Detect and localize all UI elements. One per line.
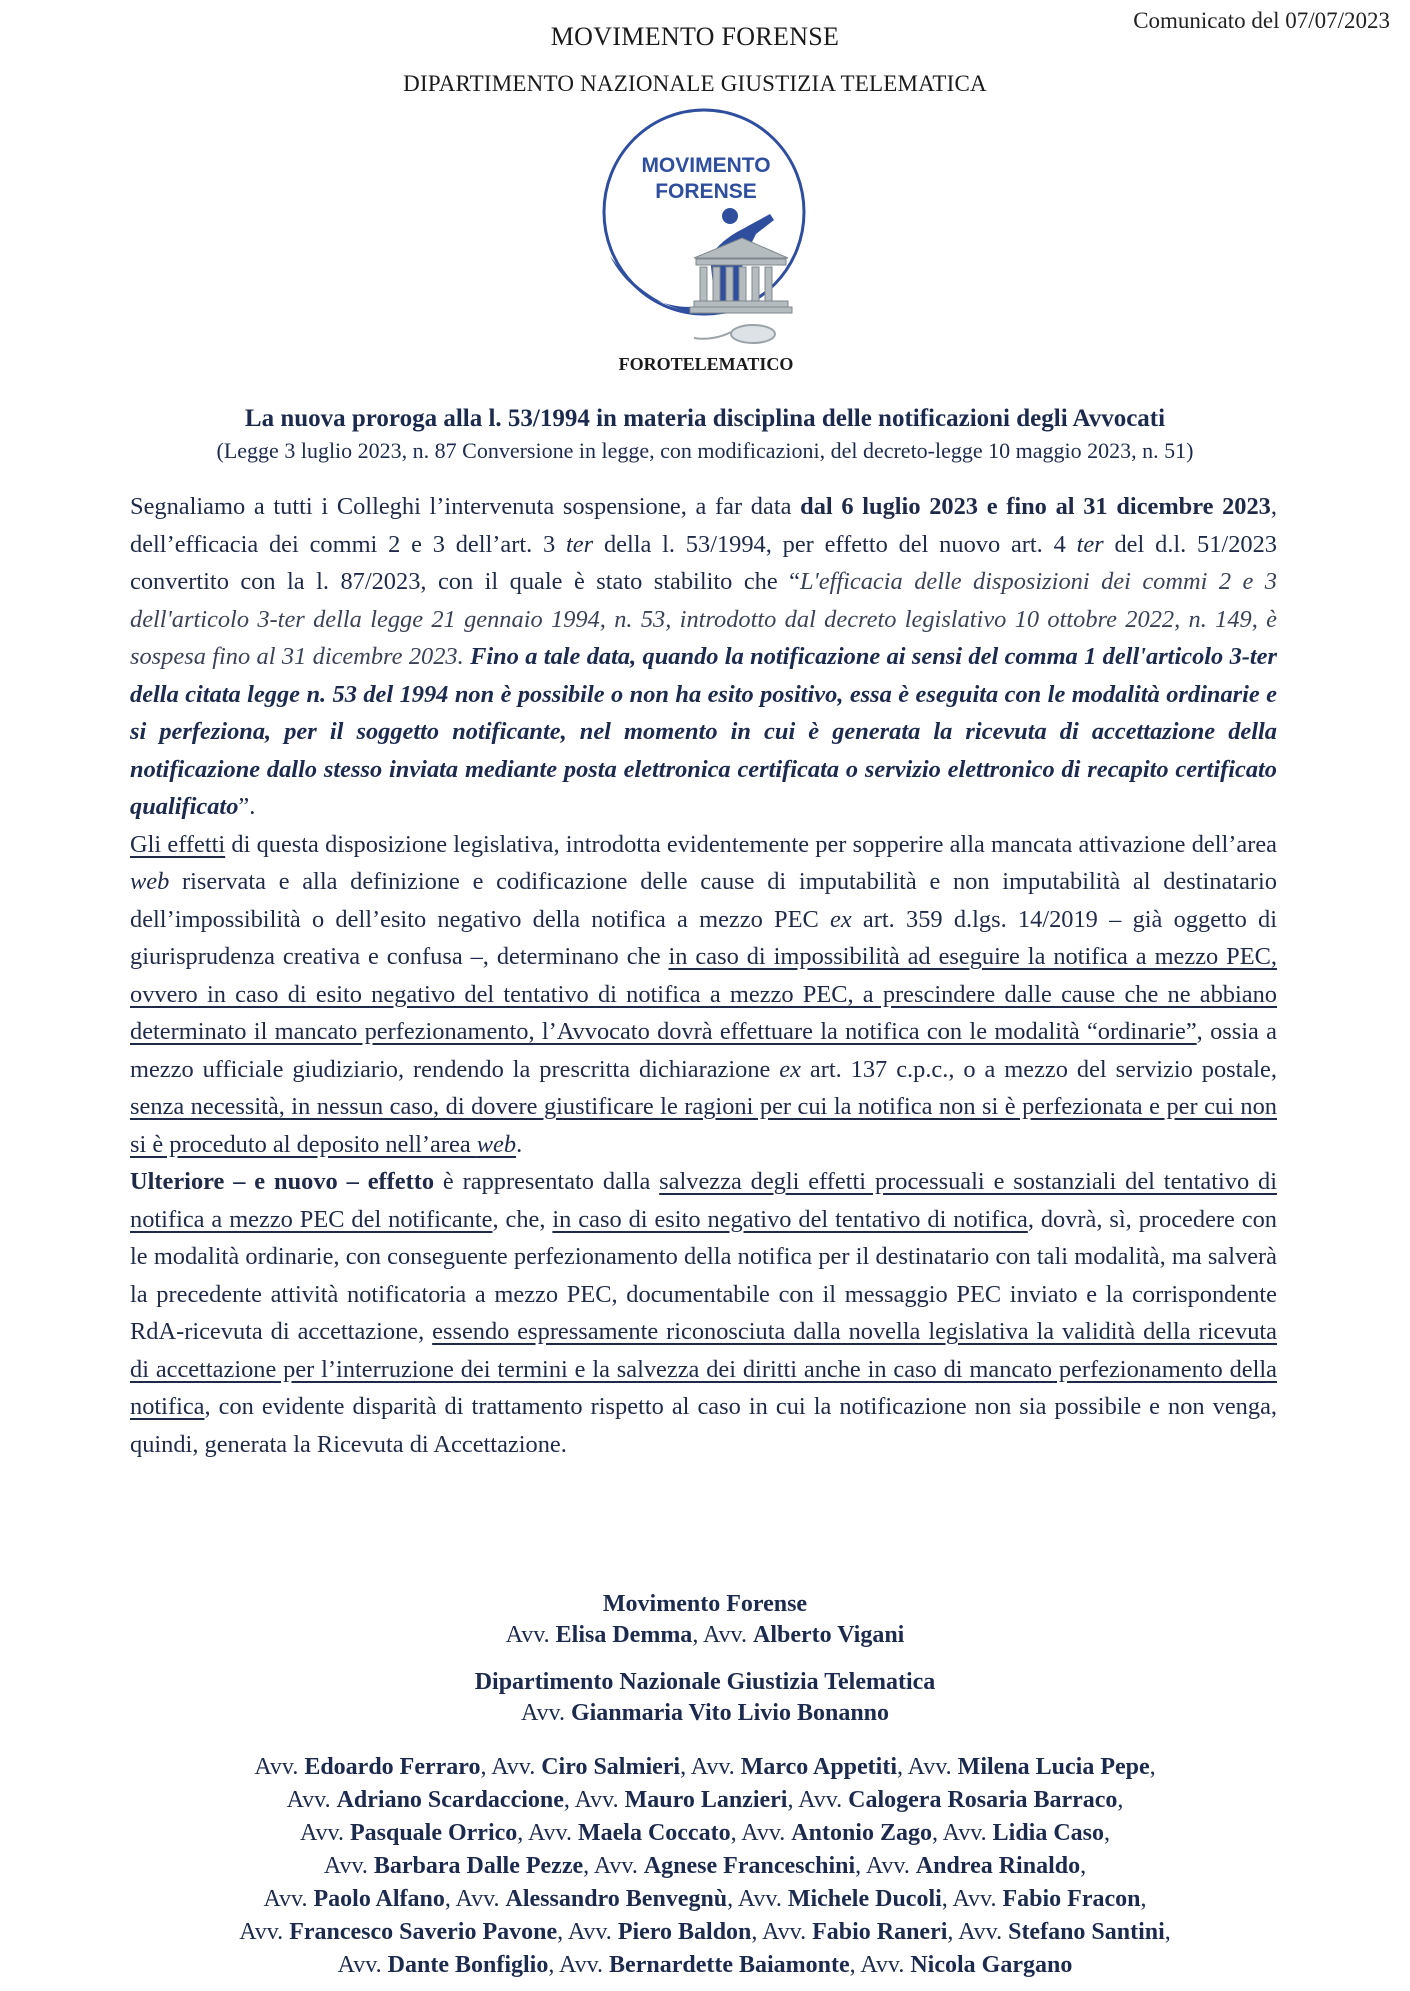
- signatory-name: Agnese Franceschini: [643, 1853, 856, 1879]
- signatory-name: Mauro Lanzieri: [624, 1787, 788, 1813]
- signatory-name: Edoardo Ferraro: [304, 1754, 481, 1780]
- signatory-name: Barbara Dalle Pezze: [373, 1853, 584, 1879]
- logo-caption: FOROTELEMATICO: [618, 354, 794, 374]
- signature-department: Dipartimento Nazionale Giustizia Telematica Avv. Gianmaria Vito Livio Bonanno: [474, 1669, 936, 1726]
- signature-list: [150, 1751, 1260, 1982]
- signatory-name: Antonio Zago: [791, 1820, 932, 1846]
- signature-line: Avv. Adriano Scardaccione, Avv. Mauro Lanzieri, Avv. Calogera Rosaria Barraco,: [286, 1787, 1124, 1813]
- signatory-name: Stefano Santini: [1008, 1919, 1165, 1945]
- signatory-name: Lidia Caso: [992, 1820, 1105, 1846]
- paragraph-further-effect: Ulteriore – e nuovo – effetto è rappresentato dalla salvezza degli effetti processuali e sostanziali del tentativo di notifica a mezzo PEC del notificante, che, in caso di esito negativo del tentativo di notifica, dovrà, sì, procedere con le modalità ordinarie, con conseguente perfezionamento della notifica per il destinatario con tali modalità, ma salverà la precedente attività notificatoria a mezzo PEC, documentabile con il messaggio PEC inviato e la corrispondente RdA-ricevuta di accettazione, essendo espressamente riconosciuta dalla novella legislativa la validità della ricevuta di accettazione per l’interruzione dei termini e la salvezza dei diritti anche in caso di mancato perfezionamento della notifica, con evidente disparità di trattamento rispetto al caso in cui la notificazione non sia possibile e non venga, quindi, generata la Ricevuta di Accettazione.: [130, 1168, 1278, 1458]
- signatory-name: Alessandro Benvegnù: [505, 1886, 728, 1912]
- signatory-name: Marco Appetiti: [740, 1754, 897, 1780]
- signatory-name: Paolo Alfano: [313, 1886, 445, 1912]
- document-title: La nuova proroga alla l. 53/1994 in materia disciplina delle notificazioni degli Avvocati: [244, 405, 1166, 432]
- signature-line: Avv. Dante Bonfiglio, Avv. Bernardette Baiamonte, Avv. Nicola Gargano: [337, 1952, 1073, 1978]
- document-body: [130, 488, 1277, 1463]
- signatory-name: Fabio Raneri: [812, 1919, 948, 1945]
- paragraph-effects: Gli effetti di questa disposizione legislativa, introdotta evidentemente per sopperire alla mancata attivazione dell’area web riservata e alla definizione e codificazione delle cause di imputabilità e non imputabilità al destinatario dell’impossibilità o dell’esito negativo della notifica a mezzo PEC ex art. 359 d.lgs. 14/2019 – già oggetto di giurisprudenza creativa e confusa –, determinano che in caso di impossibilità ad eseguire la notifica a mezzo PEC, ovvero in caso di esito negativo del tentativo di notifica a mezzo PEC, a prescindere dalle cause che ne abbiano determinato il mancato perfezionamento, l’Avvocato dovrà effettuare la notifica con le modalità “ordinarie”, ossia a mezzo ufficiale giudiziario, rendendo la prescritta dichiarazione ex art. 137 c.p.c., o a mezzo del servizio postale, senza necessità, in nessun caso, di dovere giustificare le ragioni per cui la notifica non si è perfezionata e per cui non si è proceduto al deposito nell’area web.: [130, 830, 1278, 1158]
- signature-line: Avv. Edoardo Ferraro, Avv. Ciro Salmieri, Avv. Marco Appetiti, Avv. Milena Lucia Pepe,: [254, 1754, 1156, 1780]
- logo-line-2: FORENSE: [655, 180, 757, 203]
- paragraph-suspension: Segnaliamo a tutti i Colleghi l’intervenuta sospensione, a far data dal 6 luglio 2023 e fino al 31 dicembre 2023, dell’efficacia dei commi 2 e 3 dell’art. 3 ter della l. 53/1994, per effetto del nuovo art. 4 ter del d.l. 51/2023 convertito con la l. 87/2023, con il quale è stato stabilito che “L'efficacia delle disposizioni dei commi 2 e 3 dell'articolo 3-ter della legge 21 gennaio 1994, n. 53, introdotto dal decreto legislativo 10 ottobre 2022, n. 149, è sospesa fino al 31 dicembre 2023. Fino a tale data, quando la notificazione ai sensi del comma 1 dell'articolo 3-ter della citata legge n. 53 del 1994 non è possibile o non ha esito positivo, essa è eseguita con le modalità ordinarie e si perfeziona, per il soggetto notificante, nel momento in cui è generata la ricevuta di accettazione della notificazione dallo stesso inviata mediante posta elettronica certificata o servizio elettronico di recapito certificato qualificato”.: [130, 493, 1278, 820]
- signatory-name: Fabio Fracon: [1002, 1886, 1141, 1912]
- signature-line: Avv. Paolo Alfano, Avv. Alessandro Benvegnù, Avv. Michele Ducoli, Avv. Fabio Fracon,: [263, 1886, 1147, 1912]
- signature-movimento-forense: Movimento Forense Avv. Elisa Demma, Avv. Alberto Vigani: [505, 1591, 905, 1648]
- signatory-name: Ciro Salmieri: [541, 1754, 681, 1780]
- department-name: DIPARTIMENTO NAZIONALE GIUSTIZIA TELEMATICA: [403, 71, 987, 96]
- signatory-name: Pasquale Orrico: [349, 1820, 518, 1846]
- signatory-name: Nicola Gargano: [910, 1952, 1073, 1978]
- logo-line-1: MOVIMENTO: [641, 154, 771, 177]
- organization-name: MOVIMENTO FORENSE: [550, 22, 840, 51]
- signature-line: Avv. Francesco Saverio Pavone, Avv. Piero Baldon, Avv. Fabio Raneri, Avv. Stefano Santini,: [239, 1919, 1171, 1945]
- signatory-name: Bernardette Baiamonte: [609, 1952, 850, 1978]
- signatory-name: Adriano Scardaccione: [336, 1787, 564, 1813]
- signatory-name: Calogera Rosaria Barraco: [848, 1787, 1118, 1813]
- movimento-forense-logo: [590, 106, 822, 376]
- signatory-name: Dante Bonfiglio: [387, 1952, 549, 1978]
- signatory-name: Francesco Saverio Pavone: [289, 1919, 558, 1945]
- signature-line: Avv. Pasquale Orrico, Avv. Maela Coccato, Avv. Antonio Zago, Avv. Lidia Caso,: [299, 1820, 1111, 1846]
- signatory-name: Michele Ducoli: [787, 1886, 942, 1912]
- signatory-name: Andrea Rinaldo: [915, 1853, 1081, 1879]
- signatory-name: Maela Coccato: [577, 1820, 731, 1846]
- signatory-name: Piero Baldon: [617, 1919, 752, 1945]
- communique-date: Comunicato del 07/07/2023: [1133, 8, 1390, 33]
- document-subtitle: (Legge 3 luglio 2023, n. 87 Conversione in legge, con modificazioni, del decreto-legge 10 maggio 2023, n. 51): [216, 438, 1194, 463]
- signature-line: Avv. Barbara Dalle Pezze, Avv. Agnese Franceschini, Avv. Andrea Rinaldo,: [323, 1853, 1087, 1879]
- signatory-name: Milena Lucia Pepe: [957, 1754, 1150, 1780]
